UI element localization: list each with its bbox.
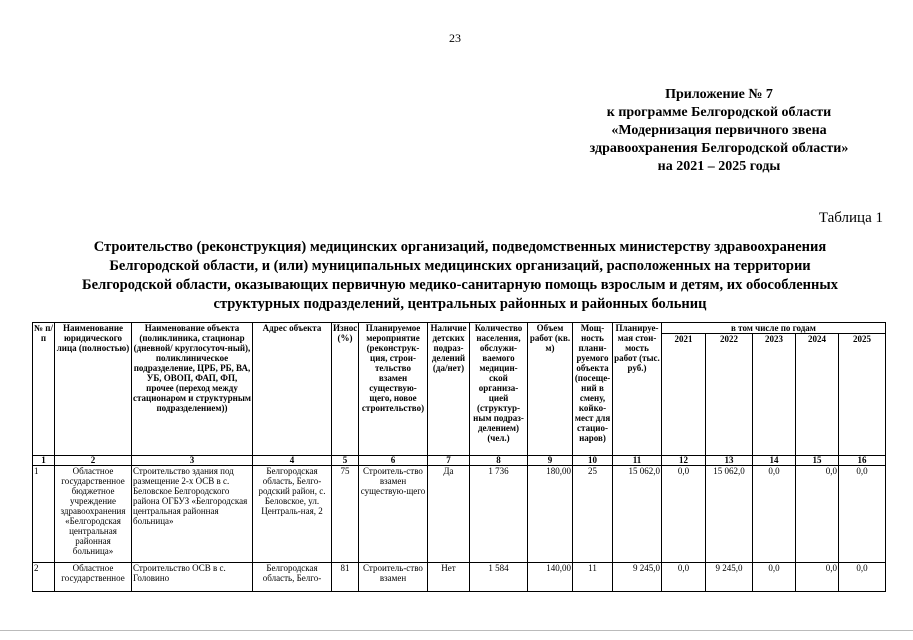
heading-line-3: Белгородской области, оказывающих первичную медико-санитарную помощь взрослым и детям, их обособленных: [82, 277, 838, 293]
row-y2021: 0,0: [662, 466, 706, 563]
column-number: 6: [359, 456, 428, 466]
row-capacity: 11: [573, 563, 613, 592]
row-volume: 140,00: [528, 563, 573, 592]
row-num: 1: [33, 466, 55, 563]
header-num: № п/п: [33, 323, 55, 456]
row-y2021: 0,0: [662, 563, 706, 592]
header-year-2022: 2022: [706, 334, 753, 456]
header-volume: Объем работ (кв. м): [528, 323, 573, 456]
row-y2025: 0,0: [839, 466, 886, 563]
row-population: 1 584: [470, 563, 528, 592]
heading-line-4: структурных подразделений, центральных районных и районных больниц: [213, 296, 707, 312]
row-y2024: 0,0: [796, 563, 839, 592]
column-number: 5: [332, 456, 359, 466]
row-num: 2: [33, 563, 55, 592]
row-capacity: 25: [573, 466, 613, 563]
appendix-line-3: «Модернизация первичного звена: [611, 123, 827, 138]
table-row: [33, 466, 886, 563]
heading-line-1: Строительство (реконструкция) медицинских организаций, подведомственных министерству здравоохранения: [93, 239, 827, 255]
row-legal-name: Областное государственное: [55, 563, 132, 592]
document-heading: [40, 238, 880, 314]
row-wear: 81: [332, 563, 359, 592]
row-y2022: 9 245,0: [706, 563, 753, 592]
appendix-block: [559, 86, 879, 176]
column-number: 8: [470, 456, 528, 466]
column-number: 1: [33, 456, 55, 466]
row-y2022: 15 062,0: [706, 466, 753, 563]
row-object-name: Строительство ОСВ в с. Головино: [132, 563, 253, 592]
header-children-units: Наличие детских подраз-делений (да/нет): [428, 323, 470, 456]
header-legal-name: Наименование юридического лица (полностью): [55, 323, 132, 456]
header-year-2023: 2023: [753, 334, 796, 456]
header-capacity: Мощ-ность плани-руемого объекта (посеще-ний в смену, койко-мест для стацио-наров): [573, 323, 613, 456]
row-planned-event: Строитель-ство взамен существую-щего: [359, 466, 428, 563]
row-planned-event: Строитель-ство взамен: [359, 563, 428, 592]
row-cost: 9 245,0: [613, 563, 662, 592]
column-number: 3: [132, 456, 253, 466]
appendix-line-4: здравоохранения Белгородской области»: [589, 141, 849, 156]
header-year-2025: 2025: [839, 334, 886, 456]
appendix-line-5: на 2021 – 2025 годы: [657, 159, 781, 174]
row-address: Белгородская область, Белго-: [253, 563, 332, 592]
column-number: 14: [753, 456, 796, 466]
row-y2024: 0,0: [796, 466, 839, 563]
column-number: 2: [55, 456, 132, 466]
page-number: 23: [449, 31, 461, 45]
header-cost: Планируе-мая стои-мость работ (тыс. руб.): [613, 323, 662, 456]
row-address: Белгородская область, Белго-родский район, с. Беловское, ул. Централь-ная, 2: [253, 466, 332, 563]
header-planned-event: Планируемое мероприятие (реконструк-ция, строи-тельство взамен существую-щего, новое строительство): [359, 323, 428, 456]
header-population: Количество населения, обслужи-ваемого медицин-ской организа-цией (структур-ным подраз-делением) (чел.): [470, 323, 528, 456]
header-address: Адрес объекта: [253, 323, 332, 456]
column-number: 4: [253, 456, 332, 466]
header-by-years: в том числе по годам: [662, 323, 886, 334]
header-wear: Износ (%): [332, 323, 359, 456]
column-number: 10: [573, 456, 613, 466]
row-y2025: 0,0: [839, 563, 886, 592]
table-row: [33, 563, 886, 592]
appendix-line-1: Приложение № 7: [665, 87, 773, 102]
row-volume: 180,00: [528, 466, 573, 563]
header-year-2024: 2024: [796, 334, 839, 456]
row-children-units: Да: [428, 466, 470, 563]
column-number: 11: [613, 456, 662, 466]
column-number-row: [33, 456, 886, 466]
heading-line-2: Белгородской области, и (или) муниципальных медицинских организаций, расположенных на территории: [109, 258, 811, 274]
column-number: 16: [839, 456, 886, 466]
table-label: Таблица 1: [818, 210, 883, 226]
column-number: 7: [428, 456, 470, 466]
scan-edge-divider: [0, 630, 913, 631]
column-number: 15: [796, 456, 839, 466]
header-year-2021: 2021: [662, 334, 706, 456]
row-y2023: 0,0: [753, 563, 796, 592]
construction-table: [32, 322, 886, 592]
row-wear: 75: [332, 466, 359, 563]
row-y2023: 0,0: [753, 466, 796, 563]
row-population: 1 736: [470, 466, 528, 563]
row-legal-name: Областное государственное бюджетное учреждение здравоохранения «Белгородская центральная районная больница»: [55, 466, 132, 563]
row-children-units: Нет: [428, 563, 470, 592]
header-object-name: Наименование объекта (поликлиника, стационар (дневной/ круглосуточ-ный), поликлиническое подразделение, ЦРБ, РБ, ВА, УБ, ОВОП, ФАП, ФП, прочее (переход между стационаром и структурным подразделением)): [132, 323, 253, 456]
column-number: 13: [706, 456, 753, 466]
appendix-line-2: к программе Белгородской области: [606, 105, 832, 120]
column-number: 12: [662, 456, 706, 466]
row-object-name: Строительство здания под размещение 2-х ОСВ в с. Беловское Белгородского района ОГБУЗ «Белгородская центральная районная больница»: [132, 466, 253, 563]
row-cost: 15 062,0: [613, 466, 662, 563]
column-number: 9: [528, 456, 573, 466]
